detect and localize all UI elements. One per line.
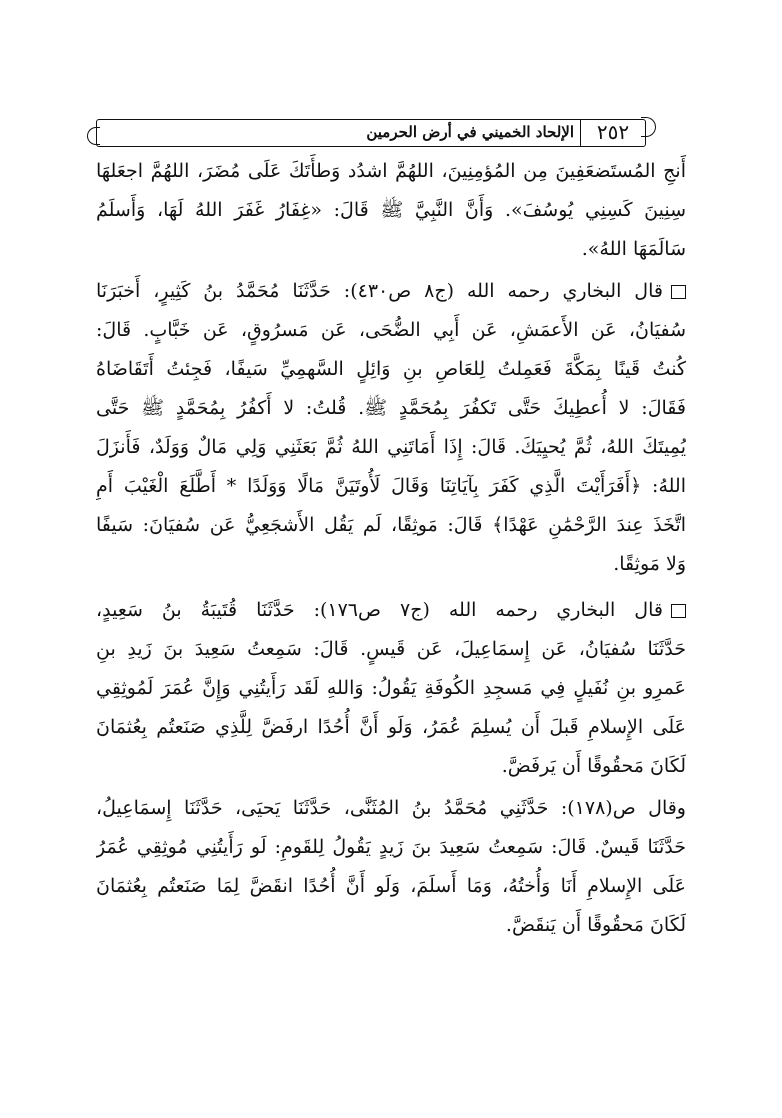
paragraph-hadith-khabbab (96, 272, 686, 584)
text-line: لَكَانَ مَحقُوقًا أَن يَرفَضَّ. (501, 755, 686, 777)
text-line: لَكَانَ مَحقُوقًا أَن يَنقَضَّ. (505, 914, 686, 936)
text-line (96, 272, 686, 311)
text-line: عَلَى الإِسلامِ قَبلَ أَن يُسلِمَ عُمَرُ، وَلَو أَنَّ أُحُدًا ارفَضَّ لِلَّذِي صَنَعتُم بِعُثمَانَ (96, 716, 686, 738)
text-line (96, 591, 686, 630)
page-number: ٢٥٢ (596, 120, 630, 144)
text-line-quran: اللهُ: ﴿أَفَرَأَيْتَ الَّذِي كَفَرَ بِآيَاتِنَا وَقَالَ لَأُوتَيَنَّ مَالًا وَوَلَدًا * أَطَّلَعَ الْغَيْبَ أَمِ (96, 475, 686, 497)
text-line: يُمِيتَكَ اللهُ، ثُمَّ يُحيِيَكَ. قَالَ: إِذَا أَمَاتَنِي اللهُ ثُمَّ بَعَثَنِي وَلِي مَالٌ وَوَلَدٌ، فَأَنزَلَ (96, 436, 686, 458)
text-line: سُفيَانُ، عَن الأَعمَشِ، عَن أَبِي الضُّحَى، عَن مَسرُوقٍ، عَن خَبَّابٍ. قَالَ: (96, 319, 686, 341)
text-line: أَنجِ المُستَضعَفِينَ مِن المُؤمِنِينَ، اللهُمَّ اشدُد وَطأَتَكَ عَلَى مُضَرَ، اللهُمَّ اجعَلهَا (96, 160, 686, 182)
text-line: سَالَمَهَا اللهُ». (581, 238, 686, 260)
text-line: فَقَالَ: لا أُعطِيكَ حَتَّى تَكفُرَ بِمُحَمَّدٍ ﷺ. قُلتُ: لا أَكفُرُ بِمُحَمَّدٍ ﷺ حَتَّى (96, 397, 686, 419)
text-line: حَدَّثَنَا سُفيَانُ، عَن إِسمَاعِيلَ، عَن قَيسٍ. قَالَ: سَمِعتُ سَعِيدَ بنَ زَيدِ بنِ (96, 638, 686, 660)
section-marker-box (671, 604, 686, 618)
section-marker-box (671, 285, 686, 299)
running-title: الإلحاد الخميني في أرض الحرمين (366, 123, 574, 141)
header-scroll-ornament-left (87, 127, 100, 145)
text-line: كُنتُ قَينًا بِمَكَّةَ فَعَمِلتُ لِلعَاصِ بنِ وَائِلٍ السَّهمِيِّ سَيفًا، فَجِئتُ أَتَقَاضَاهُ (96, 358, 686, 380)
text-line: وقال ص(١٧٨): حَدَّثَنِي مُحَمَّدُ بنُ المُثَنَّى، حَدَّثَنَا يَحيَى، حَدَّثَنَا إِسمَاعِيلُ، (96, 797, 686, 819)
running-header (96, 115, 646, 148)
paragraph-continuation (96, 152, 686, 269)
paragraph-hadith-said-2 (96, 789, 686, 945)
text-line: وَلا مَوثِقًا. (613, 553, 686, 575)
text-line: حَدَّثَنَا قَيسٌ. قَالَ: سَمِعتُ سَعِيدَ بنَ زَيدٍ يَقُولُ لِلقَومِ: لَو رَأَيتُنِي مُوثِقِي عُمَرُ (96, 836, 686, 858)
header-divider (580, 119, 581, 147)
text-line: عَلَى الإِسلامِ أَنَا وَأُختُهُ، وَمَا أَسلَمَ، وَلَو أَنَّ أُحُدًا انقَضَّ لِمَا صَنَعتُم بِعُثمَانَ (96, 875, 686, 897)
text-line: اتَّخَذَ عِندَ الرَّحْمَٰنِ عَهْدًا﴾ قَالَ: مَوثِقًا، لَم يَقُل الأَشجَعِيُّ عَن سُفيَانَ: سَيفًا (96, 514, 686, 536)
text-line-content: قال البخاري رحمه الله (ج٨ ص٤٣٠): حَدَّثَنَا مُحَمَّدُ بنُ كَثِيرٍ، أَخبَرَنَا (96, 280, 663, 302)
text-line: عَمرِو بنِ نُفَيلٍ فِي مَسجِدِ الكُوفَةِ يَقُولُ: وَاللهِ لَقَد رَأَيتُنِي وَإِنَّ عُمَرَ لَمُوثِقِي (96, 677, 686, 699)
text-line: سِنِينَ كَسِنِي يُوسُفَ». وَأَنَّ النَّبِيَّ ﷺ قَالَ: «غِفَارُ غَفَرَ اللهُ لَهَا، وَأَسلَمُ (96, 199, 686, 221)
text-line-content: قال البخاري رحمه الله (ج٧ ص١٧٦): حَدَّثَنَا قُتَيبَةُ بنُ سَعِيدٍ، (96, 599, 663, 621)
paragraph-hadith-said (96, 591, 686, 786)
